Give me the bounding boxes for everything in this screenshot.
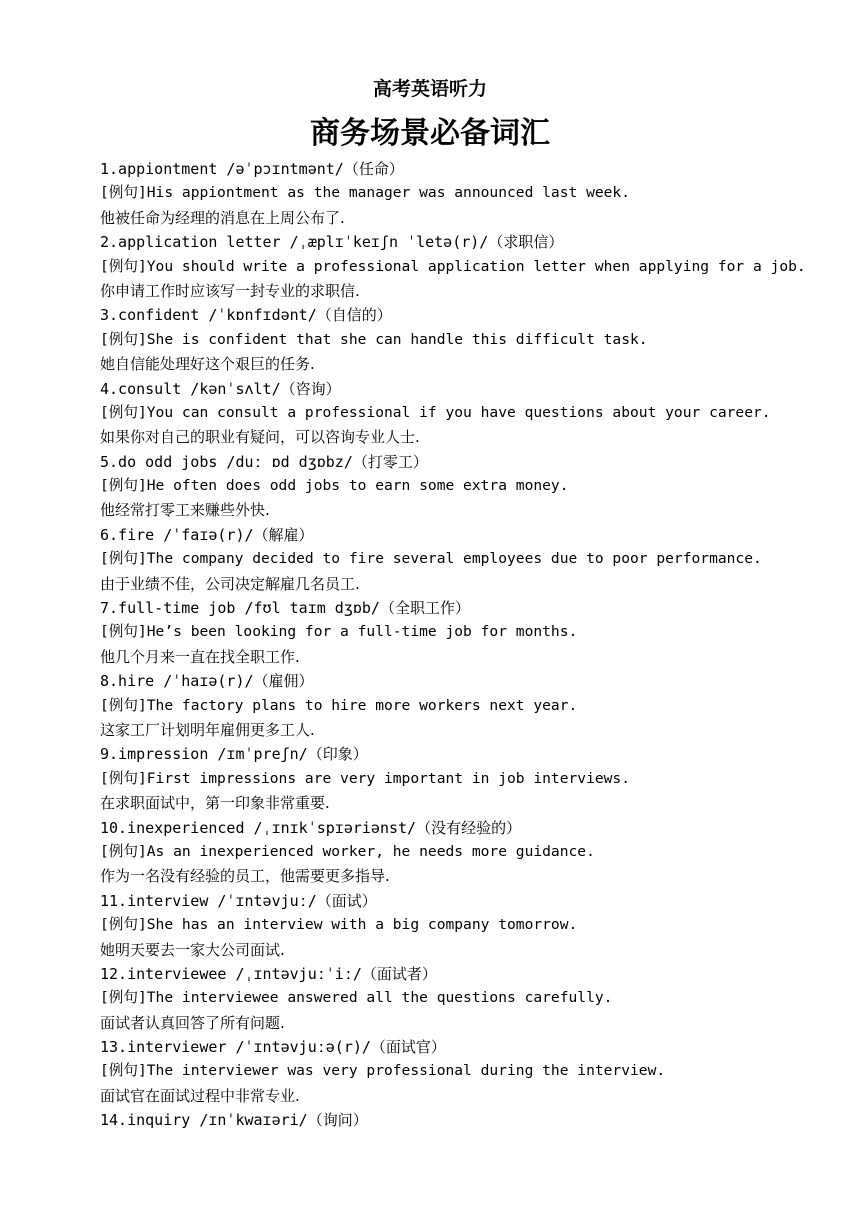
- vocabulary-list: [100, 157, 840, 1133]
- entry-headword: 7.full-time job /fʊl taɪm dʒɒb/（全职工作）: [100, 599, 470, 618]
- entry-headword: 14.inquiry /ɪnˈkwaɪəri/（询问）: [100, 1111, 368, 1130]
- entry-headword: 12.interviewee /ˌɪntəvjuːˈiː/（面试者）: [100, 964, 437, 983]
- entry-example: [例句]The company decided to fire several employees due to poor performance.: [100, 550, 762, 568]
- entry-headword: 1.appiontment /əˈpɔɪntmənt/（任命）: [100, 160, 404, 178]
- entry-example: [例句]First impressions are very important in job interviews.: [100, 769, 630, 787]
- entry-headword: 3.confident /ˈkɒnfɪdənt/（自信的）: [100, 306, 392, 325]
- entry-headword: 4.consult /kənˈsʌlt/（咨询）: [100, 379, 341, 398]
- entry-translation: 在求职面试中，第一印象非常重要.: [100, 794, 330, 813]
- entry-example: [例句]She is confident that she can handle this difficult task.: [100, 330, 648, 348]
- entry-headword: 2.application letter /ˌæplɪˈkeɪʃn ˈletə(r)/（求职信）: [100, 233, 564, 252]
- entry-translation: 她明天要去一家大公司面试.: [100, 940, 285, 959]
- vocab-entry: [100, 1108, 840, 1132]
- vocab-entry: [100, 742, 840, 815]
- entry-example: [例句]His appiontment as the manager was announced last week.: [100, 184, 630, 202]
- entry-translation: 面试官在面试过程中非常专业.: [100, 1086, 300, 1105]
- vocab-entry: [100, 816, 840, 889]
- vocab-entry: [100, 889, 840, 962]
- vocab-entry: [100, 157, 840, 230]
- vocab-entry: [100, 596, 840, 669]
- entry-example: [例句]She has an interview with a big company tomorrow.: [100, 916, 578, 934]
- entry-example: [例句]You should write a professional application letter when applying for a job.: [100, 257, 806, 275]
- entry-translation: 这家工厂计划明年雇佣更多工人.: [100, 720, 315, 739]
- entry-headword: 13.interviewer /ˈɪntəvjuːə(r)/（面试官）: [100, 1038, 446, 1057]
- entry-headword: 8.hire /ˈhaɪə(r)/（雇佣）: [100, 672, 314, 691]
- vocab-entry: [100, 377, 840, 450]
- vocab-entry: [100, 962, 840, 1035]
- entry-example: [例句]The factory plans to hire more workers next year.: [100, 696, 578, 714]
- entry-headword: 10.inexperienced /ˌɪnɪkˈspɪəriənst/（没有经验的）: [100, 818, 522, 837]
- entry-headword: 9.impression /ɪmˈpreʃn/（印象）: [100, 745, 368, 764]
- entry-translation: 作为一名没有经验的员工，他需要更多指导.: [100, 867, 390, 886]
- entry-headword: 6.fire /ˈfaɪə(r)/（解雇）: [100, 525, 314, 544]
- entry-example: [例句]You can consult a professional if you have questions about your career.: [100, 403, 771, 421]
- entry-translation: 如果你对自己的职业有疑问，可以咨询专业人士.: [100, 428, 420, 447]
- entry-headword: 11.interview /ˈɪntəvjuː/（面试）: [100, 891, 377, 910]
- entry-translation: 面试者认真回答了所有问题.: [100, 1013, 285, 1032]
- vocab-entry: [100, 450, 840, 523]
- entry-headword: 5.do odd jobs /duː ɒd dʒɒbz/（打零工）: [100, 452, 428, 471]
- entry-translation: 由于业绩不佳，公司决定解雇几名员工.: [100, 574, 360, 593]
- vocab-entry: [100, 230, 840, 303]
- vocab-entry: [100, 523, 840, 596]
- entry-translation: 他几个月来一直在找全职工作.: [100, 647, 300, 666]
- entry-example: [例句]He often does odd jobs to earn some extra money.: [100, 477, 569, 495]
- vocab-entry: [100, 303, 840, 376]
- entry-example: [例句]The interviewee answered all the questions carefully.: [100, 989, 613, 1007]
- entry-translation: 他被任命为经理的消息在上周公布了.: [100, 208, 345, 227]
- entry-translation: 她自信能处理好这个艰巨的任务.: [100, 355, 315, 374]
- entry-example: [例句]He’s been looking for a full-time job for months.: [100, 623, 578, 641]
- entry-translation: 他经常打零工来赚些外快.: [100, 501, 270, 520]
- entry-example: [例句]The interviewer was very professional during the interview.: [100, 1062, 666, 1080]
- document-title: 商务场景必备词汇: [310, 116, 550, 151]
- vocab-entry: [100, 1035, 840, 1108]
- entry-translation: 你申请工作时应该写一封专业的求职信.: [100, 281, 360, 300]
- entry-example: [例句]As an inexperienced worker, he needs more guidance.: [100, 842, 595, 860]
- document-subtitle: 高考英语听力: [372, 78, 487, 100]
- vocab-entry: [100, 669, 840, 742]
